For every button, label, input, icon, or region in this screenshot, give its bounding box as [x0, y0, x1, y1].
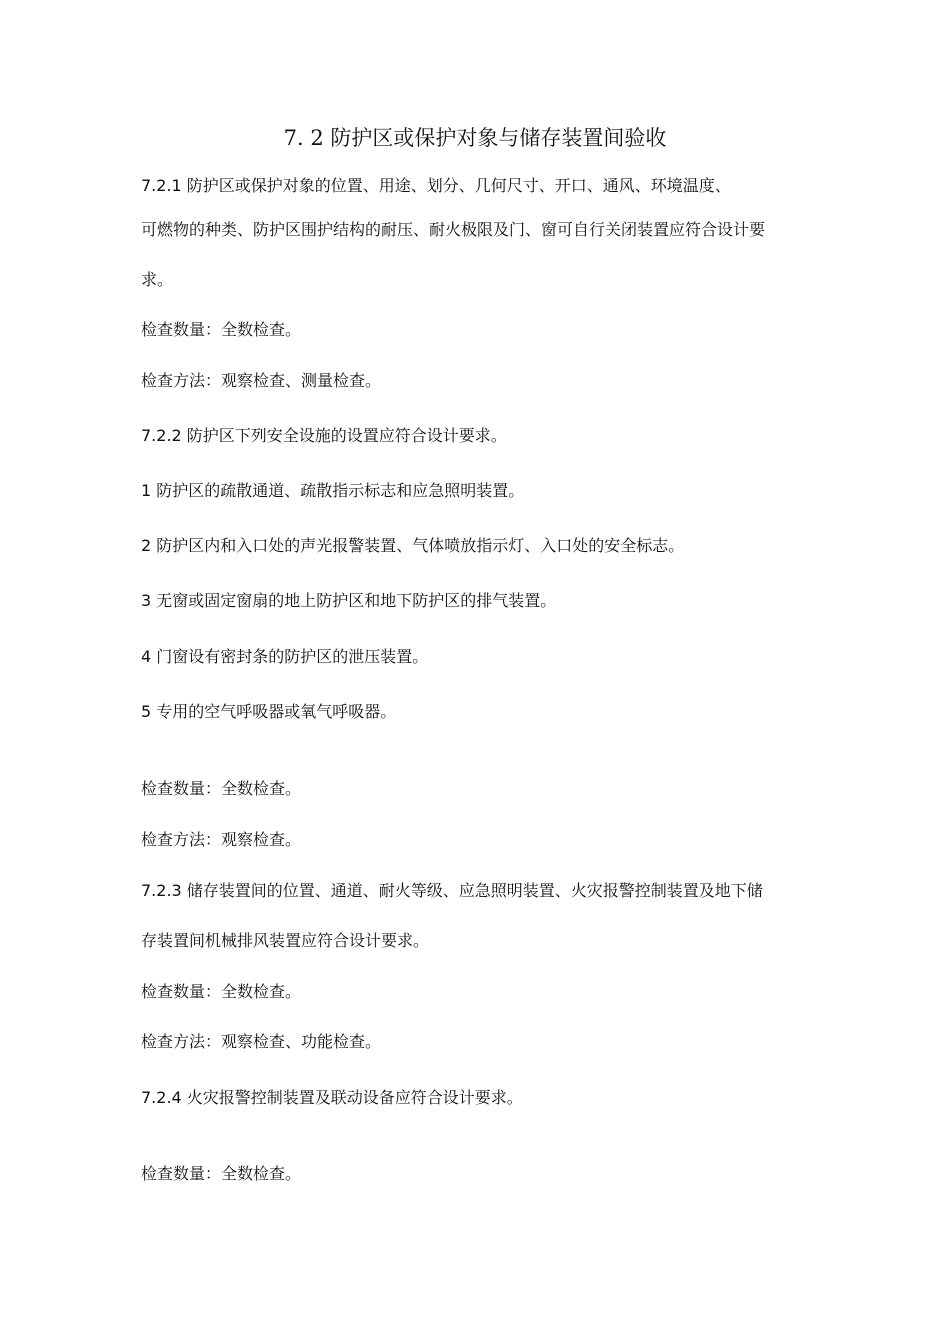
list-item-2: 2 防护区内和入口处的声光报警装置、气体喷放指示灯、入口处的安全标志。 — [141, 536, 685, 555]
inspection-quantity-2: 检查数量：全数检查。 — [141, 779, 302, 798]
inspection-quantity-1: 检查数量：全数检查。 — [141, 320, 302, 339]
clause-7-2-1-line-2: 可燃物的种类、防护区围护结构的耐压、耐火极限及门、窗可自行关闭装置应符合设计要 — [141, 220, 766, 239]
clause-7-2-3-line-2: 存装置间机械排风装置应符合设计要求。 — [141, 931, 430, 950]
list-item-4: 4 门窗设有密封条的防护区的泄压装置。 — [141, 647, 429, 666]
inspection-quantity-3: 检查数量：全数检查。 — [141, 982, 302, 1001]
inspection-method-2: 检查方法：观察检查。 — [141, 830, 302, 849]
inspection-quantity-4: 检查数量：全数检查。 — [141, 1164, 302, 1183]
list-item-5: 5 专用的空气呼吸器或氧气呼吸器。 — [141, 702, 397, 721]
list-item-3: 3 无窗或固定窗扇的地上防护区和地下防护区的排气装置。 — [141, 591, 557, 610]
clause-7-2-3-line-1: 7.2.3 储存装置间的位置、通道、耐火等级、应急照明装置、火灾报警控制装置及地下储 — [141, 881, 763, 900]
clause-7-2-2: 7.2.2 防护区下列安全设施的设置应符合设计要求。 — [141, 426, 507, 445]
clause-7-2-1-line-1: 7.2.1 防护区或保护对象的位置、用途、划分、几何尺寸、开口、通风、环境温度、 — [141, 176, 731, 195]
list-item-1: 1 防护区的疏散通道、疏散指示标志和应急照明装置。 — [141, 481, 525, 500]
inspection-method-3: 检查方法：观察检查、功能检查。 — [141, 1032, 382, 1051]
clause-7-2-4: 7.2.4 火灾报警控制装置及联动设备应符合设计要求。 — [141, 1088, 523, 1107]
inspection-method-1: 检查方法：观察检查、测量检查。 — [141, 371, 382, 390]
section-title: 7. 2 防护区或保护对象与储存装置间验收 — [283, 126, 667, 150]
clause-7-2-1-line-3: 求。 — [141, 270, 174, 289]
